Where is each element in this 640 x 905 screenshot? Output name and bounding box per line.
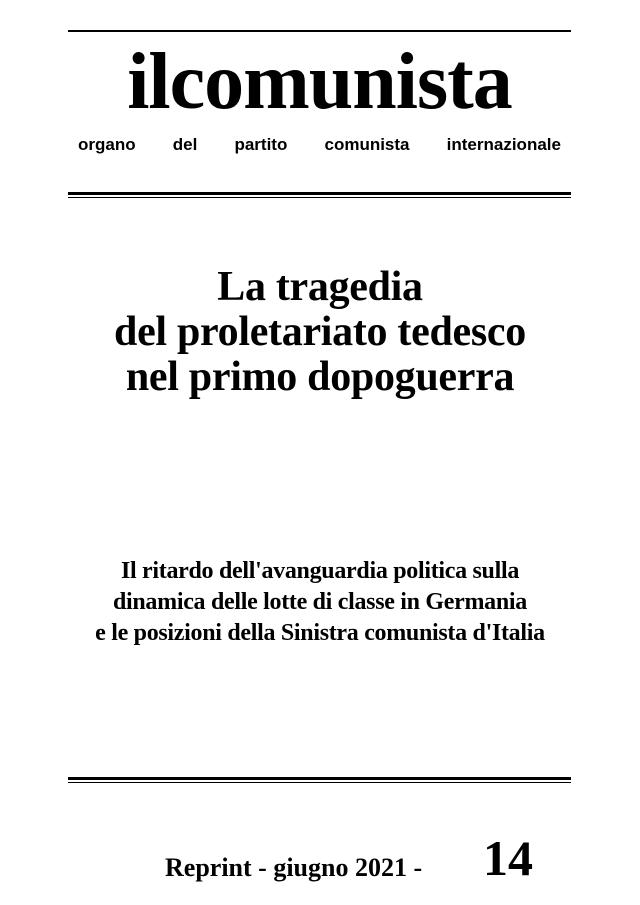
subheading bbox=[40, 556, 600, 649]
masthead-subtitle bbox=[78, 134, 561, 156]
masthead-title: ilcomunista bbox=[127, 38, 512, 126]
masthead-divider bbox=[68, 192, 571, 198]
divider-thick-line bbox=[68, 777, 571, 780]
subtitle-word: del bbox=[172, 135, 198, 154]
headline-line: del proletariato tedesco bbox=[114, 309, 526, 355]
divider-thin-line bbox=[68, 197, 571, 198]
headline bbox=[40, 265, 600, 400]
headline-line: La tragedia bbox=[217, 264, 423, 310]
subheading-line: dinamica delle lotte di classe in Germania bbox=[112, 589, 528, 615]
footer-divider bbox=[68, 777, 571, 783]
top-rule bbox=[68, 30, 571, 32]
headline-line: nel primo dopoguerra bbox=[125, 354, 515, 400]
reprint-date: Reprint - giugno 2021 - bbox=[165, 853, 423, 882]
subheading-line: e le posizioni della Sinistra comunista d'Italia bbox=[95, 620, 545, 646]
divider-thick-line bbox=[68, 192, 571, 195]
subtitle-word: comunista bbox=[324, 135, 410, 154]
subtitle-word: partito bbox=[234, 135, 288, 154]
subheading-line: Il ritardo dell'avanguardia politica sulla bbox=[120, 558, 520, 584]
issue-number: 14 bbox=[483, 830, 533, 886]
subtitle-word: internazionale bbox=[446, 135, 561, 154]
subtitle-word: organo bbox=[78, 135, 136, 154]
divider-thin-line bbox=[68, 782, 571, 783]
